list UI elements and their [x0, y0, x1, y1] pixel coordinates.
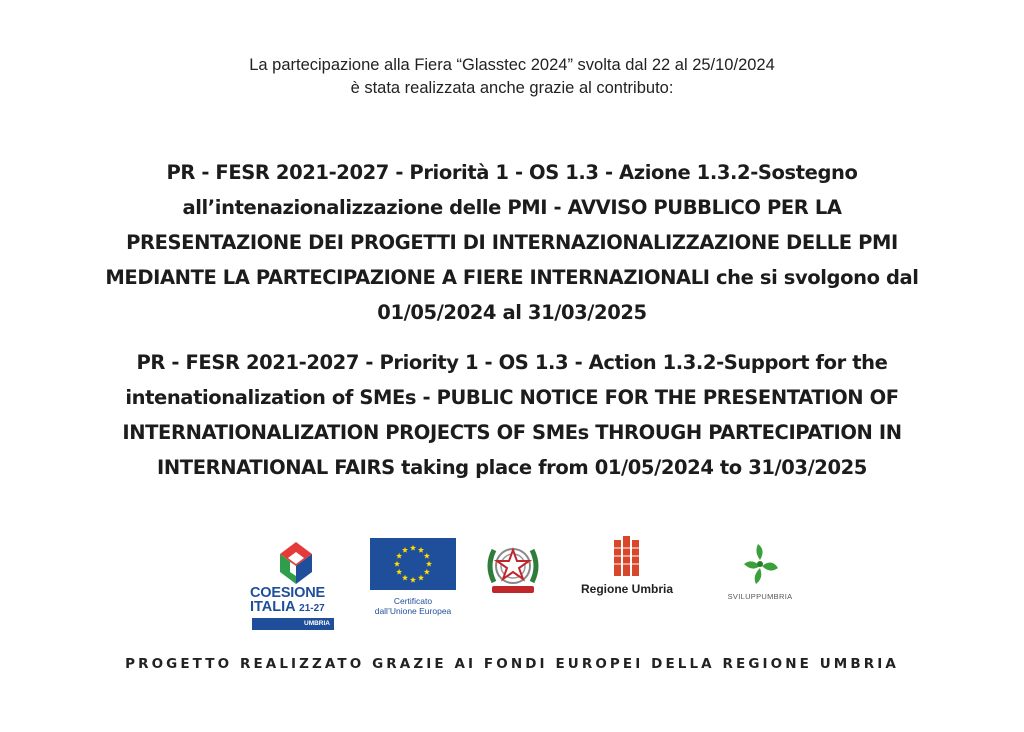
english-program-text: [0, 345, 1024, 485]
coesione-years: 21-27: [299, 603, 325, 614]
sviluppumbria-logo: [720, 540, 800, 610]
eu-flag-icon: [370, 538, 456, 590]
english-line-4: INTERNATIONAL FAIRS taking place from 01/05/2024 to 31/03/2025: [157, 456, 867, 479]
english-line-1: PR - FESR 2021-2027 - Priority 1 - OS 1.3 - Action 1.3.2-Support for the: [136, 351, 888, 374]
intro-line-2: è stata realizzata anche grazie al contributo:: [350, 79, 674, 97]
coesione-italia-logo: [250, 534, 342, 634]
coesione-cube-icon: [250, 534, 342, 586]
eu-caption-line-1: Certificato: [393, 596, 433, 606]
italian-program-text: [0, 155, 1024, 330]
eu-caption-line-2: dall’Unione Europea: [374, 606, 452, 616]
english-line-3: INTERNATIONALIZATION PROJECTS OF SMEs THROUGH PARTECIPATION IN: [122, 421, 902, 444]
intro-text: [0, 54, 1024, 100]
italian-line-5: 01/05/2024 al 31/03/2025: [377, 301, 647, 324]
italian-line-4: MEDIANTE LA PARTECIPAZIONE A FIERE INTERNAZIONALI che si svolgono dal: [105, 266, 919, 289]
logo-strip: [0, 532, 1024, 642]
coesione-italia-word: ITALIA: [250, 599, 296, 615]
regione-umbria-logo: [572, 536, 682, 598]
coesione-title: COESIONE: [250, 585, 325, 601]
eu-logo: [369, 538, 457, 618]
italian-line-3: PRESENTAZIONE DEI PROGETTI DI INTERNAZIONALIZZAZIONE DELLE PMI: [126, 231, 898, 254]
italian-line-1: PR - FESR 2021-2027 - Priorità 1 - OS 1.3 - Azione 1.3.2-Sostegno: [166, 161, 858, 184]
english-line-2: intenationalization of SMEs - PUBLIC NOTICE FOR THE PRESENTATION OF: [125, 386, 899, 409]
regione-umbria-name: Regione Umbria: [580, 582, 673, 596]
sviluppumbria-leaf-icon: [738, 540, 782, 588]
umbria-ceri-icon: [612, 536, 642, 578]
italian-republic-emblem-icon: [484, 536, 542, 600]
italian-line-2: all’intenazionalizzazione delle PMI - AVVISO PUBBLICO PER LA: [182, 196, 842, 219]
footer-text: PROGETTO REALIZZATO GRAZIE AI FONDI EUROPEI DELLA REGIONE UMBRIA: [125, 656, 899, 672]
italian-republic-emblem: [484, 536, 542, 600]
sviluppumbria-name: SVILUPPUMBRIA: [727, 592, 793, 601]
intro-line-1: La partecipazione alla Fiera “Glasstec 2024” svolta dal 22 al 25/10/2024: [249, 56, 775, 74]
coesione-subtitle: [250, 600, 342, 616]
coesione-region-bar: UMBRIA: [252, 618, 334, 630]
